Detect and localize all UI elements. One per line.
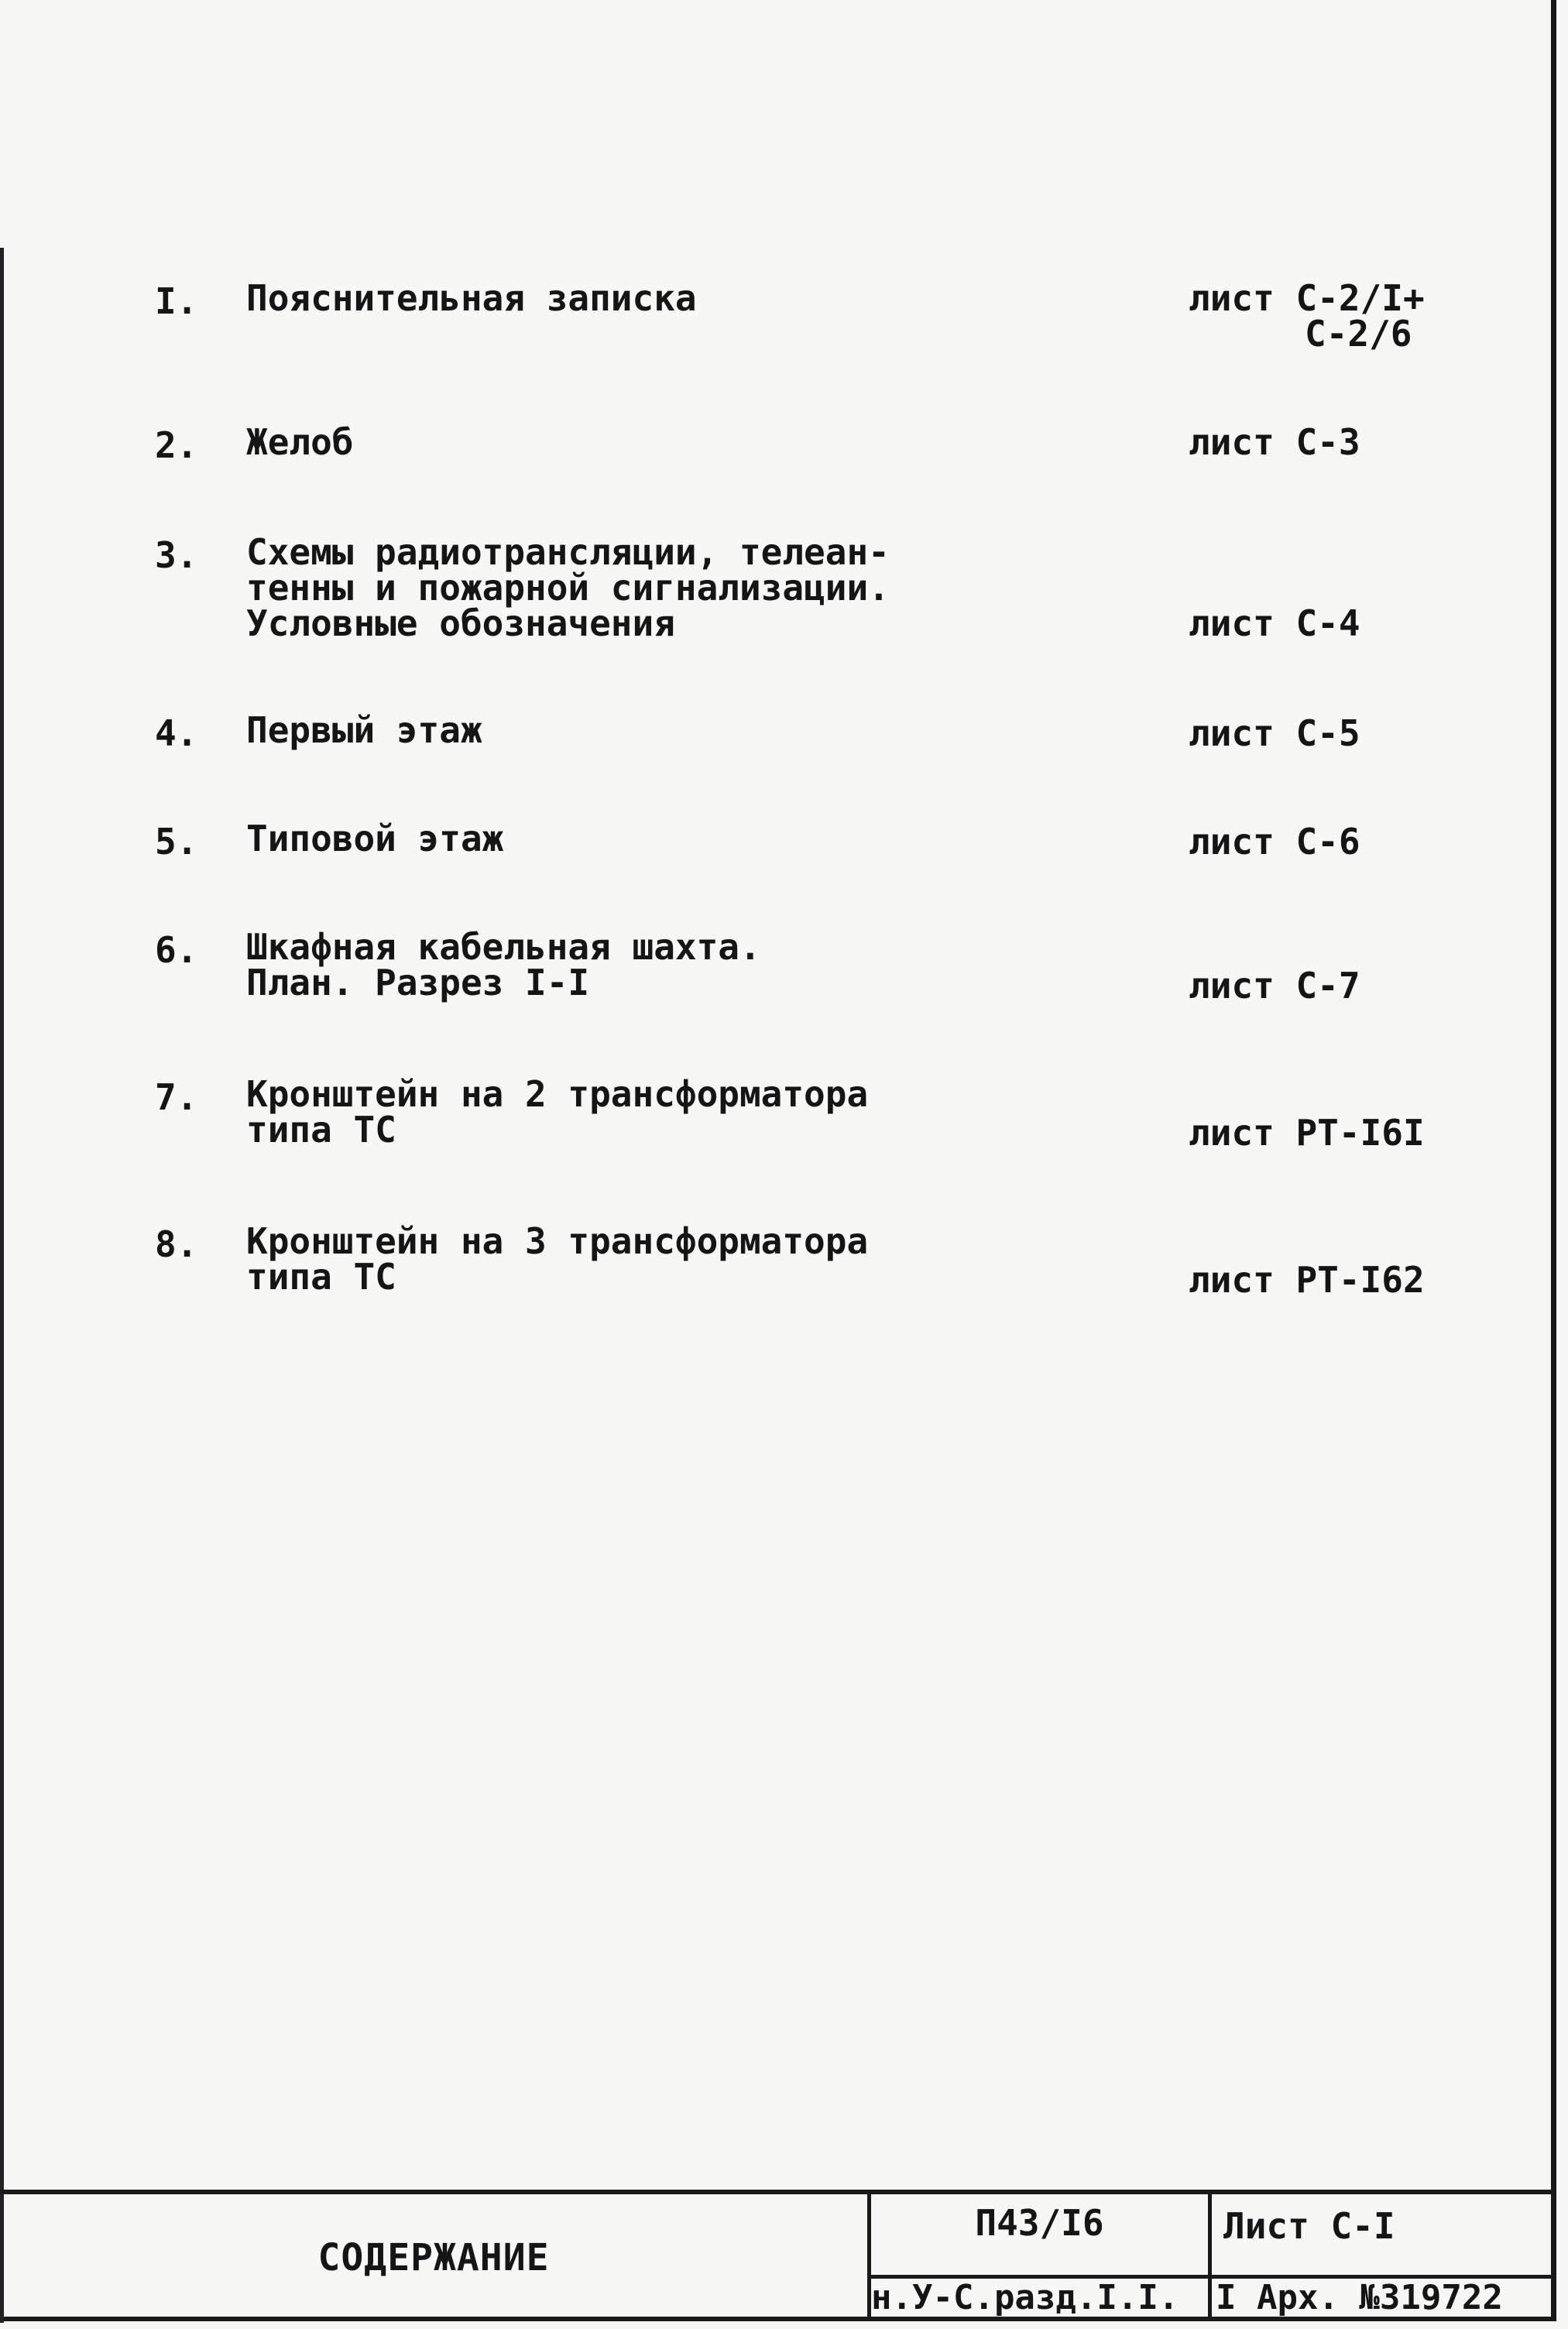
toc-item-title: Кронштейн на 2 трансформатора типа ТС [246, 1073, 869, 1151]
title-block [0, 2190, 1556, 2321]
toc-item-number: 8. [155, 1223, 198, 1265]
title-block-caption: СОДЕРЖАНИЕ [317, 2236, 550, 2279]
toc-item-number: 7. [155, 1076, 198, 1118]
title-block-section: н.У-С.разд.I.I. [871, 2278, 1179, 2317]
title-block-sheet-number: Лист С-I [1223, 2205, 1395, 2247]
title-block-archive-number: I Арх. №319722 [1216, 2278, 1503, 2317]
toc-item-sheet: лист С-2/I+ С-2/6 [1189, 277, 1425, 355]
toc-item-number: 5. [155, 821, 198, 863]
toc-item-title: Желоб [246, 421, 354, 463]
toc-item-title: Пояснительная записка [246, 277, 697, 319]
toc-item-sheet: лист С-5 [1189, 712, 1360, 754]
toc-item-number: I. [155, 280, 198, 322]
toc-item-number: 4. [155, 712, 198, 754]
toc-item-number: 3. [155, 534, 198, 576]
toc-item-sheet: лист С-3 [1189, 421, 1360, 463]
toc-item-number: 6. [155, 929, 198, 971]
toc-item-sheet: лист С-4 [1189, 602, 1360, 644]
toc-item-sheet: лист С-6 [1189, 821, 1360, 863]
toc-item-number: 2. [155, 424, 198, 466]
title-block-divider [1208, 2194, 1212, 2321]
title-block-project-code: П43/I6 [975, 2202, 1104, 2244]
toc-item-title: Кронштейн на 3 трансформатора типа ТС [246, 1220, 869, 1298]
toc-item-sheet: лист С-7 [1189, 965, 1360, 1007]
toc-item-title: Шкафная кабельная шахта. План. Разрез I-I [246, 926, 761, 1003]
sheet-left-edge [0, 248, 4, 2323]
toc-item-sheet: лист РТ-I62 [1189, 1259, 1425, 1301]
toc-item-title: Первый этаж [246, 709, 482, 751]
toc-item-title: Типовой этаж [246, 818, 504, 859]
toc-item-title: Схемы радиотрансляции, телеан- тенны и пожарной сигнализации. Условные обозначения [246, 531, 890, 644]
toc-item-sheet: лист РТ-I6I [1189, 1112, 1425, 1154]
